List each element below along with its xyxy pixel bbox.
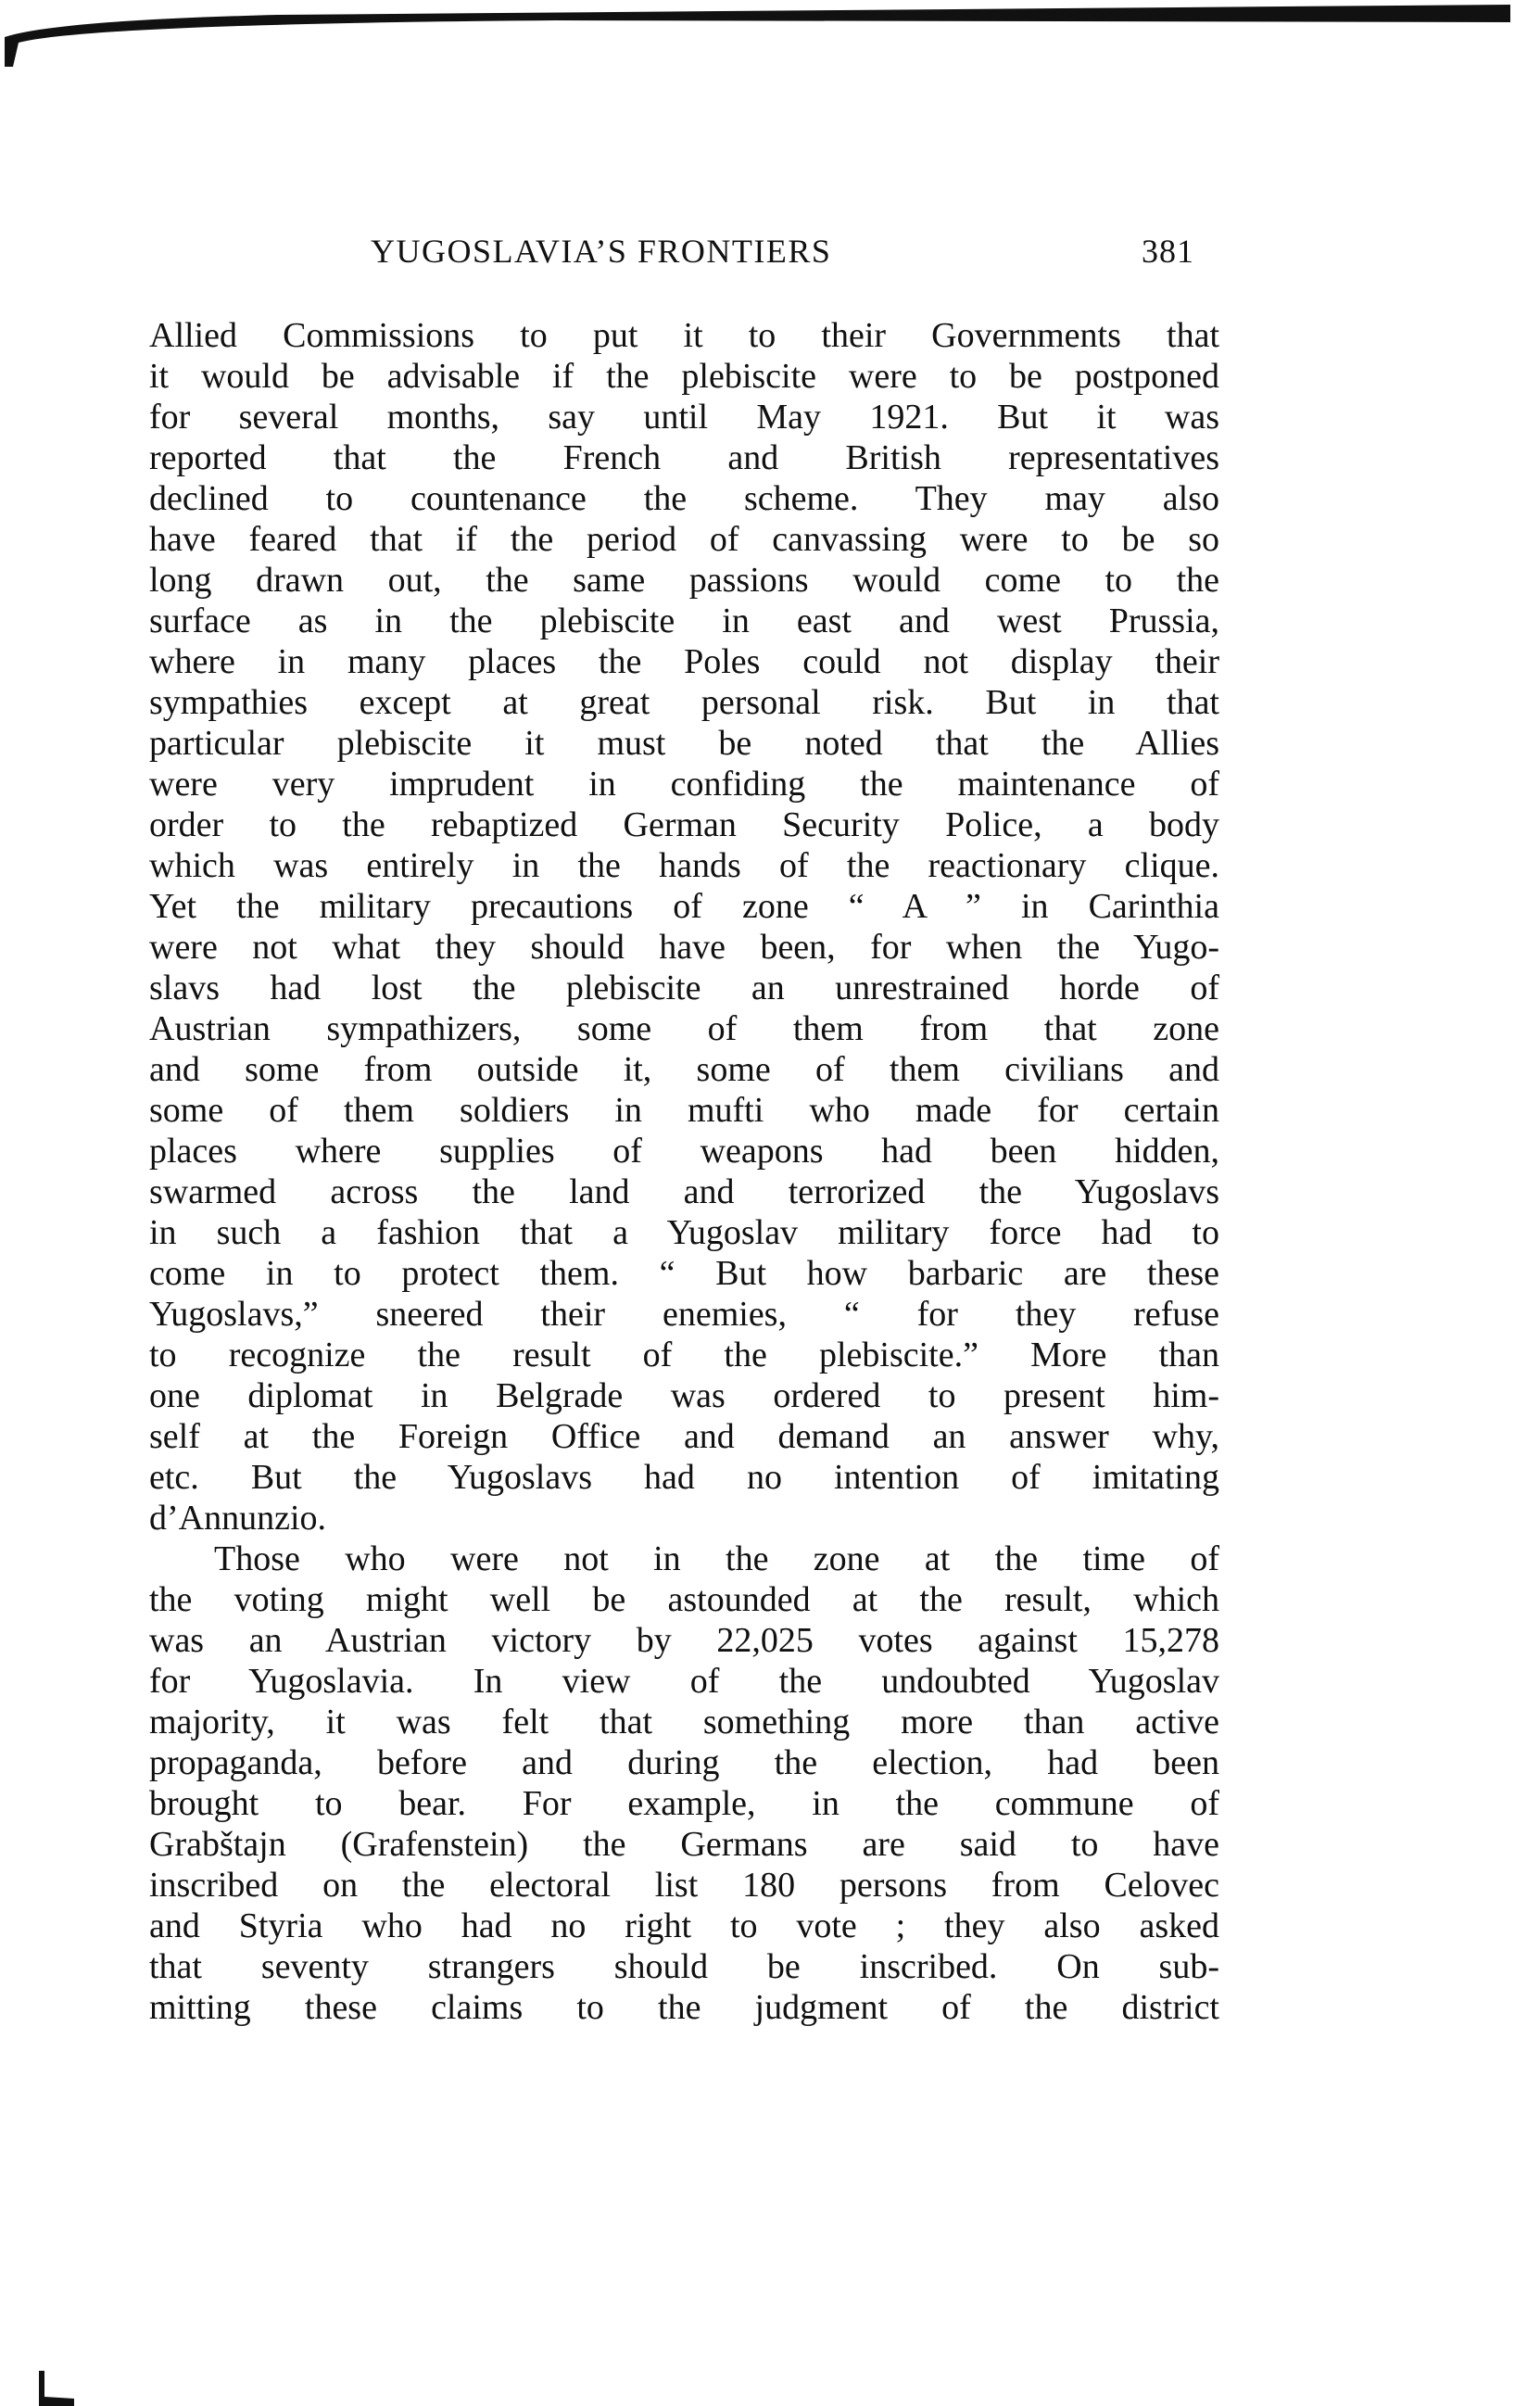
text-line: was an Austrian victory by 22,025 votes against 15,278 [149,1621,1219,1660]
text-line: in such a fashion that a Yugoslav military force had to [149,1213,1219,1252]
text-line: and some from outside it, some of them civilians and [149,1050,1219,1089]
text-line: Allied Commissions to put it to their Governments that [149,316,1219,355]
text-line: long drawn out, the same passions would come to the [149,561,1219,600]
text-line: order to the rebaptized German Security Police, a body [149,805,1219,844]
text-line: propaganda, before and during the election, had been [149,1743,1219,1782]
page-edge-shadow [0,0,1540,74]
text-line: for Yugoslavia. In view of the undoubted Yugoslav [149,1662,1219,1701]
text-line: some of them soldiers in mufti who made for certain [149,1091,1219,1130]
text-line: to recognize the result of the plebiscite.” More than [149,1336,1219,1374]
page-number: 381 [1142,233,1194,270]
text-line: where in many places the Poles could not display their [149,642,1219,681]
text-line: which was entirely in the hands of the reactionary clique. [149,846,1219,885]
text-line: it would be advisable if the plebiscite were to be postponed [149,357,1219,396]
text-line: d’Annunzio. [149,1499,327,1538]
text-line: for several months, say until May 1921. But it was [149,398,1219,437]
text-line: declined to countenance the scheme. They may also [149,479,1219,518]
text-line: Those who were not in the zone at the time of [214,1539,1219,1578]
text-line: that seventy strangers should be inscribed. On sub- [149,1947,1219,1986]
text-line: swarmed across the land and terrorized the Yugoslavs [149,1172,1219,1211]
text-line: Austrian sympathizers, some of them from that zone [149,1009,1219,1048]
text-line: sympathies except at great personal risk. But in that [149,683,1219,722]
text-line: come in to protect them. “ But how barbaric are these [149,1254,1219,1293]
text-line: were not what they should have been, for when the Yugo- [149,928,1219,967]
text-line: etc. But the Yugoslavs had no intention of imitating [149,1458,1219,1497]
text-line: one diplomat in Belgrade was ordered to present him- [149,1376,1219,1415]
text-line: Yet the military precautions of zone “ A ” in Carinthia [149,887,1219,926]
text-line: surface as in the plebiscite in east and west Prussia, [149,602,1219,640]
text-line: have feared that if the period of canvassing were to be so [149,520,1219,559]
text-line: slavs had lost the plebiscite an unrestrained horde of [149,969,1219,1007]
text-line: self at the Foreign Office and demand an answer why, [149,1417,1219,1456]
text-line: particular plebiscite it must be noted that the Allies [149,724,1219,763]
text-line: majority, it was felt that something more than active [149,1703,1219,1741]
text-line: and Styria who had no right to vote ; they also asked [149,1906,1219,1945]
running-head-title: YUGOSLAVIA’S FRONTIERS [371,233,832,270]
text-line: Yugoslavs,” sneered their enemies, “ for they refuse [149,1295,1219,1334]
text-line: Grabštajn (Grafenstein) the Germans are said to have [149,1825,1219,1864]
text-line: reported that the French and British representatives [149,438,1219,477]
text-line: were very imprudent in confiding the maintenance of [149,765,1219,804]
text-line: inscribed on the electoral list 180 persons from Celovec [149,1866,1219,1905]
body-text [149,315,1219,2028]
text-line: the voting might well be astounded at the result, which [149,1580,1219,1619]
text-line: places where supplies of weapons had been hidden, [149,1132,1219,1171]
text-line: mitting these claims to the judgment of the district [149,1988,1219,2027]
corner-mark [0,2369,83,2406]
text-line: brought to bear. For example, in the commune of [149,1784,1219,1823]
